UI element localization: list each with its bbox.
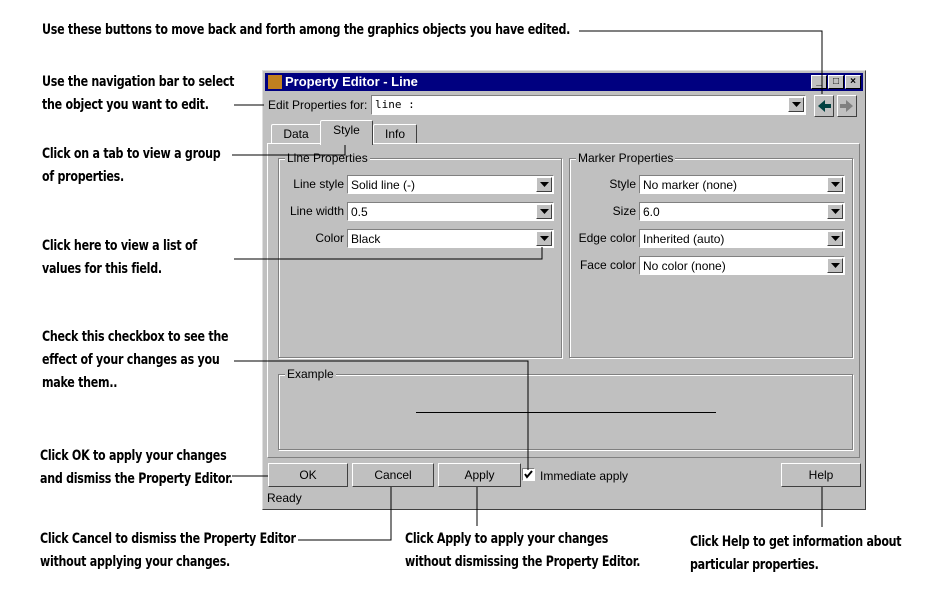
- chevron-down-icon[interactable]: [827, 177, 843, 192]
- title-bar: [265, 73, 863, 91]
- annotation-nav-bar: Use the navigation bar to select the object you want to edit.: [42, 74, 235, 113]
- checkmark-icon: [523, 469, 534, 480]
- marker-size-label: Size: [612, 204, 636, 218]
- chevron-down-icon[interactable]: [827, 231, 843, 246]
- marker-style-label: Style: [609, 177, 636, 191]
- tab-info[interactable]: Info: [373, 124, 417, 144]
- line-properties-title: Line Properties: [287, 151, 368, 165]
- back-arrow-icon: [815, 97, 833, 115]
- apply-button[interactable]: Apply: [438, 463, 521, 487]
- object-selector[interactable]: [371, 95, 806, 115]
- forward-arrow-icon: [838, 97, 856, 115]
- tab-panel: [267, 143, 860, 458]
- chevron-down-icon[interactable]: [827, 258, 843, 273]
- window-title: Property Editor - Line: [285, 74, 418, 89]
- edge-color-value: Inherited (auto): [643, 232, 725, 246]
- line-properties-group: [278, 151, 562, 358]
- line-width-label: Line width: [289, 204, 344, 218]
- minimize-icon[interactable]: _: [811, 75, 827, 89]
- color-label: Color: [315, 231, 344, 245]
- chevron-down-icon[interactable]: [788, 97, 804, 112]
- chevron-down-icon[interactable]: [827, 204, 843, 219]
- face-color-select[interactable]: [639, 256, 845, 275]
- matlab-icon: [268, 75, 282, 89]
- ok-button[interactable]: OK: [268, 463, 348, 487]
- edge-color-label: Edge color: [578, 231, 636, 245]
- chevron-down-icon[interactable]: [536, 204, 552, 219]
- object-selector-value: line :: [375, 98, 415, 111]
- property-editor-window: [262, 70, 866, 510]
- edit-properties-label: Edit Properties for:: [268, 98, 368, 112]
- face-color-label: Face color: [579, 258, 636, 272]
- immediate-apply-label: Immediate apply: [540, 469, 629, 483]
- annotation-apply: Click Apply to apply your changes without dismissing the Property Editor.: [405, 531, 641, 570]
- line-style-select[interactable]: [347, 175, 554, 194]
- line-style-label: Line style: [293, 177, 344, 191]
- cancel-button[interactable]: Cancel: [352, 463, 434, 487]
- annotation-ok: Click OK to apply your changes and dismiss the Property Editor.: [40, 448, 233, 487]
- tab-data[interactable]: Data: [271, 124, 321, 144]
- tab-style[interactable]: Style: [320, 120, 373, 145]
- chevron-down-icon[interactable]: [536, 177, 552, 192]
- annotation-list: Click here to view a list of values for this field.: [42, 238, 197, 277]
- line-width-select[interactable]: [347, 202, 554, 221]
- annotation-nav-buttons: Use these buttons to move back and forth among the graphics objects you have edited.: [42, 22, 571, 38]
- line-width-value: 0.5: [351, 205, 368, 219]
- example-line-preview: [416, 412, 716, 413]
- line-style-value: Solid line (-): [351, 178, 416, 192]
- annotation-checkbox: Check this checkbox to see the effect of your changes as you make them..: [42, 329, 229, 391]
- marker-size-select[interactable]: [639, 202, 845, 221]
- chevron-down-icon[interactable]: [536, 231, 552, 246]
- forward-button[interactable]: [837, 95, 857, 117]
- marker-properties-group: [569, 151, 853, 358]
- edge-color-select[interactable]: [639, 229, 845, 248]
- marker-properties-title: Marker Properties: [578, 151, 674, 165]
- color-value: Black: [351, 232, 381, 246]
- annotation-help: Click Help to get information about particular properties.: [690, 534, 902, 573]
- immediate-apply-checkbox[interactable]: [522, 468, 535, 481]
- annotation-cancel: Click Cancel to dismiss the Property Editor without applying your changes.: [40, 531, 296, 570]
- maximize-icon[interactable]: □: [828, 75, 844, 89]
- marker-style-value: No marker (none): [643, 178, 738, 192]
- close-icon[interactable]: ×: [845, 75, 861, 89]
- example-group: [278, 367, 853, 450]
- marker-size-value: 6.0: [643, 205, 660, 219]
- color-select[interactable]: [347, 229, 554, 248]
- face-color-value: No color (none): [643, 259, 726, 273]
- back-button[interactable]: [814, 95, 834, 117]
- marker-style-select[interactable]: [639, 175, 845, 194]
- example-title: Example: [287, 367, 334, 381]
- status-text: Ready: [267, 491, 302, 505]
- help-button[interactable]: Help: [781, 463, 861, 487]
- annotation-tab: Click on a tab to view a group of properties.: [42, 146, 221, 185]
